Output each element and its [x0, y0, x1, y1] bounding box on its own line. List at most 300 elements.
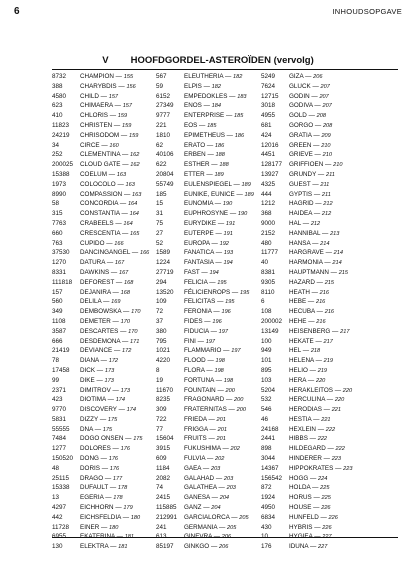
index-entry: [261, 180, 351, 190]
asteroid-name: CIRCE: [80, 141, 100, 149]
asteroid-name: GINEVRA: [184, 533, 212, 541]
index-column-3: [261, 72, 351, 552]
asteroid-name: HECUBA: [289, 308, 315, 316]
asteroid-name: GARCIALORCA: [184, 513, 230, 521]
entry-dash: —: [301, 347, 311, 355]
index-entry: [261, 405, 351, 415]
index-entry: [261, 170, 351, 180]
entry-dash: —: [201, 464, 211, 472]
entry-dash: —: [312, 190, 322, 198]
index-entry: [156, 434, 246, 444]
entry-dash: —: [316, 170, 326, 178]
index-entry: [156, 121, 246, 131]
entry-dash: —: [119, 131, 129, 139]
page-reference: 181: [118, 544, 128, 551]
asteroid-number: 8990: [52, 190, 67, 198]
asteroid-number: 103: [261, 376, 272, 384]
page-reference: 170: [131, 309, 141, 316]
asteroid-name: FANATICA: [184, 249, 214, 257]
asteroid-name: DORIS: [80, 464, 100, 472]
page-reference: 174: [115, 397, 126, 404]
asteroid-name: ERATO: [184, 141, 206, 149]
asteroid-number: 1212: [261, 200, 276, 208]
index-entry: [261, 376, 351, 386]
asteroid-name: HEISENBERG: [289, 327, 331, 335]
index-entry: [156, 464, 246, 474]
entry-dash: —: [113, 73, 124, 80]
page-reference: 195: [239, 289, 250, 296]
entry-dash: —: [314, 308, 325, 316]
asteroid-name: DONG: [80, 455, 99, 463]
asteroid-number: 55555: [52, 425, 70, 433]
asteroid-name: FRIEDA: [184, 415, 207, 423]
index-entry: [261, 493, 351, 503]
index-entry: [156, 346, 246, 356]
asteroid-name: HEHE: [289, 317, 307, 325]
page-reference: 163: [116, 171, 127, 178]
page-reference: 220: [334, 397, 345, 404]
entry-dash: —: [306, 112, 317, 120]
entry-dash: —: [112, 102, 123, 110]
asteroid-number: 4451: [261, 151, 276, 159]
entry-dash: —: [217, 523, 228, 531]
page-reference: 216: [324, 309, 335, 316]
asteroid-number: 4580: [52, 92, 67, 100]
page-reference: 216: [319, 289, 330, 296]
page-reference: 189: [214, 171, 224, 178]
index-entry: [261, 317, 351, 327]
entry-dash: —: [311, 141, 322, 149]
page-reference: 218: [310, 348, 321, 355]
index-entry: [261, 366, 351, 376]
index-entry: [52, 337, 140, 347]
asteroid-name: DICK: [80, 366, 96, 374]
index-entry: [156, 444, 246, 454]
page-reference: 188: [215, 152, 225, 159]
index-entry: [261, 337, 351, 347]
entry-dash: —: [209, 494, 220, 502]
entry-dash: —: [328, 268, 339, 276]
entry-dash: —: [98, 455, 109, 463]
index-entry: [156, 356, 246, 366]
index-entry: [52, 150, 140, 160]
entry-dash: —: [110, 317, 121, 325]
index-entry: [156, 454, 246, 464]
asteroid-name: FINI: [184, 337, 196, 345]
asteroid-name: DESDEMONA: [80, 337, 121, 345]
page-reference: 212: [310, 220, 321, 227]
page-reference: 166: [139, 250, 150, 257]
entry-dash: —: [116, 406, 127, 414]
asteroid-name: HAL: [289, 219, 302, 227]
entry-dash: —: [105, 259, 115, 267]
index-entry: [52, 425, 136, 435]
asteroid-name: HIBBS: [289, 435, 308, 443]
asteroid-name: EUNOMIA: [184, 200, 214, 208]
entry-dash: —: [228, 210, 238, 218]
entry-dash: —: [213, 249, 224, 257]
index-entry: [156, 209, 246, 219]
page-reference: 165: [130, 230, 140, 237]
entry-dash: —: [98, 415, 108, 423]
asteroid-name: HAIDEA: [289, 210, 313, 218]
entry-dash: —: [123, 435, 134, 443]
page-reference: 159: [117, 113, 128, 120]
asteroid-name: CRABEELS: [80, 219, 114, 227]
index-entry: [261, 444, 351, 454]
index-entry: [52, 121, 136, 131]
asteroid-name: HORUS: [289, 494, 312, 502]
page-reference: 164: [127, 201, 138, 208]
entry-dash: —: [205, 455, 216, 463]
asteroid-name: FELICIA: [184, 278, 208, 286]
index-entry: [52, 513, 141, 523]
page-reference: 203: [210, 465, 221, 472]
page-reference: 208: [322, 122, 333, 129]
asteroid-name: HERCULINA: [289, 396, 326, 404]
asteroid-number: 2082: [156, 474, 171, 482]
page-number: 6: [14, 6, 20, 17]
asteroid-number: 7624: [261, 82, 276, 90]
entry-dash: —: [325, 445, 336, 453]
asteroid-number: 59: [156, 82, 164, 90]
asteroid-name: HINDERER: [289, 455, 322, 463]
index-entry: [156, 170, 246, 180]
asteroid-number: 200002: [261, 317, 283, 325]
page-reference: 209: [321, 132, 331, 139]
page-reference: 222: [317, 436, 328, 443]
asteroid-name: HARMONIA: [289, 259, 323, 267]
asteroid-name: CONSTANTIA: [80, 210, 120, 218]
asteroid-number: 150520: [52, 455, 74, 463]
page-reference: 186: [234, 132, 245, 139]
index-entry: [261, 434, 351, 444]
asteroid-name: GERMANIA: [184, 523, 218, 531]
page-reference: 170: [128, 328, 138, 335]
page-reference: 200: [236, 407, 246, 414]
page-reference: 160: [109, 142, 119, 149]
index-entry: [156, 474, 246, 484]
asteroid-name: CHAMPION: [80, 73, 114, 80]
entry-dash: —: [313, 357, 324, 365]
asteroid-name: HERAKLEITOS: [289, 386, 333, 394]
entry-dash: —: [231, 180, 242, 188]
asteroid-name: HOLDA: [289, 484, 311, 492]
asteroid-number: 156542: [261, 474, 283, 482]
entry-dash: —: [308, 474, 319, 482]
asteroid-number: 111818: [52, 278, 73, 286]
asteroid-number: 62: [156, 141, 164, 149]
asteroid-name: CRESCENTIA: [80, 229, 121, 237]
asteroid-number: 8110: [261, 288, 275, 296]
entry-dash: —: [312, 151, 323, 159]
entry-dash: —: [323, 249, 334, 257]
asteroid-number: 6152: [156, 92, 171, 100]
asteroid-name: HELIO: [289, 366, 308, 374]
entry-dash: —: [120, 337, 131, 345]
asteroid-number: 949: [261, 347, 272, 355]
page-reference: 157: [108, 93, 119, 100]
index-entry: [261, 229, 351, 239]
asteroid-number: 27719: [156, 268, 174, 276]
index-entry: [52, 239, 136, 249]
asteroid-number: 241: [156, 523, 167, 531]
index-entry: [52, 82, 136, 92]
entry-dash: —: [116, 82, 127, 90]
asteroid-name: GODIVA: [289, 102, 313, 110]
page-reference: 197: [218, 328, 228, 335]
asteroid-number: 115885: [156, 504, 177, 512]
entry-dash: —: [105, 396, 116, 404]
asteroid-number: 9305: [261, 278, 276, 286]
asteroid-number: 898: [261, 445, 272, 453]
asteroid-number: 13927: [261, 170, 279, 178]
page-reference: 183: [237, 93, 247, 100]
asteroid-number: 31: [156, 210, 164, 218]
asteroid-name: ENOS: [184, 102, 202, 110]
asteroid-name: DRAGO: [80, 474, 104, 482]
page-reference: 162: [130, 162, 140, 169]
asteroid-number: 24219: [52, 131, 70, 139]
index-entry: [261, 92, 351, 102]
asteroid-number: 20804: [156, 170, 174, 178]
entry-dash: —: [312, 533, 323, 541]
page-reference: 178: [113, 495, 123, 502]
page-reference: 189: [241, 181, 251, 188]
index-entry: [261, 474, 351, 484]
asteroid-name: DIMITROV: [80, 386, 111, 394]
entry-dash: —: [320, 229, 331, 237]
entry-dash: —: [205, 141, 215, 149]
asteroid-number: 176: [261, 543, 272, 551]
index-entry: [261, 268, 351, 278]
index-entry: [156, 288, 250, 298]
page-reference: 191: [223, 230, 233, 237]
index-entry: [156, 141, 246, 151]
asteroid-number: 444: [261, 190, 272, 198]
entry-dash: —: [209, 543, 219, 551]
entry-dash: —: [98, 92, 109, 100]
asteroid-name: FELICITAS: [184, 298, 216, 306]
entry-dash: —: [207, 278, 218, 286]
asteroid-number: 13: [52, 494, 60, 502]
asteroid-number: 4950: [261, 504, 276, 512]
entry-dash: —: [99, 464, 110, 472]
asteroid-number: 48: [52, 464, 60, 472]
index-entry: [52, 307, 141, 317]
page-reference: 198: [223, 377, 234, 384]
index-entry: [52, 474, 136, 484]
asteroid-name: ELEUTHERIA: [184, 73, 224, 80]
asteroid-number: 7484: [52, 435, 67, 443]
asteroid-number: 9777: [156, 112, 171, 120]
entry-dash: —: [99, 523, 110, 531]
page-reference: 211: [325, 171, 335, 178]
page-reference: 194: [223, 260, 233, 267]
page-reference: 179: [123, 505, 133, 512]
asteroid-number: 6955: [52, 533, 67, 541]
asteroid-name: DISCOVERY: [80, 406, 117, 414]
asteroid-number: 4325: [261, 180, 276, 188]
asteroid-number: 1924: [261, 494, 276, 502]
index-entry: [52, 386, 136, 396]
page-reference: 197: [231, 348, 241, 355]
asteroid-name: CHILD: [80, 92, 99, 100]
page-reference: 211: [321, 191, 331, 198]
asteroid-name: GRIEVE: [289, 151, 313, 159]
asteroid-name: FANTASIA: [184, 259, 214, 267]
index-entry: [261, 483, 351, 493]
page-reference: 195: [225, 299, 235, 306]
asteroid-name: HANNIBAL: [289, 229, 321, 237]
page-reference: 223: [343, 465, 353, 472]
asteroid-number: 1277: [52, 445, 67, 453]
index-entry: [261, 464, 351, 474]
asteroid-name: FORTUNA: [184, 376, 214, 384]
page-reference: 173: [104, 377, 114, 384]
page-reference: 184: [211, 103, 221, 110]
entry-dash: —: [307, 366, 318, 374]
page-reference: 157: [122, 103, 133, 110]
index-entry: [156, 386, 246, 396]
asteroid-number: 8331: [52, 268, 67, 276]
page-reference: 215: [324, 279, 335, 286]
entry-dash: —: [118, 327, 129, 335]
page-reference: 227: [322, 534, 332, 541]
asteroid-name: GAEA: [184, 464, 202, 472]
index-entry: [261, 503, 351, 513]
page-reference: 200: [225, 387, 235, 394]
page-reference: 222: [335, 446, 345, 453]
entry-dash: —: [312, 523, 323, 531]
entry-dash: —: [213, 259, 224, 267]
entry-dash: —: [109, 268, 119, 276]
entry-dash: —: [120, 151, 131, 159]
entry-dash: —: [94, 376, 105, 384]
asteroid-number: 157: [52, 288, 63, 296]
asteroid-number: 15604: [156, 435, 174, 443]
page-reference: 225: [320, 485, 330, 492]
asteroid-number: 368: [261, 210, 272, 218]
entry-dash: —: [206, 435, 217, 443]
asteroid-number: 430: [261, 523, 272, 531]
entry-dash: —: [110, 445, 121, 453]
asteroid-number: 99: [52, 376, 60, 384]
asteroid-number: 560: [52, 298, 63, 306]
entry-dash: —: [215, 298, 226, 306]
index-entry: [261, 101, 351, 111]
page-reference: 167: [114, 260, 125, 267]
page-reference: 163: [132, 191, 142, 198]
asteroid-number: 410: [52, 112, 63, 120]
asteroid-name: CLEMENTINA: [80, 151, 121, 159]
page-reference: 168: [123, 279, 134, 286]
page-reference: 214: [332, 260, 342, 267]
entry-dash: —: [205, 151, 216, 159]
index-entry: [52, 523, 136, 533]
page-reference: 220: [315, 377, 326, 384]
page-reference: 200: [234, 397, 244, 404]
asteroid-number: 8235: [156, 396, 171, 404]
asteroid-number: 212991: [156, 513, 178, 521]
entry-dash: —: [224, 396, 235, 404]
asteroid-number: 200025: [52, 161, 74, 169]
asteroid-number: 872: [261, 484, 272, 492]
index-entry: [52, 72, 136, 82]
entry-dash: —: [332, 386, 343, 394]
index-entry: [261, 150, 351, 160]
entry-dash: —: [92, 425, 103, 433]
entry-dash: —: [211, 308, 222, 316]
page-reference: 226: [328, 514, 338, 521]
page-reference: 205: [227, 524, 237, 531]
asteroid-name: HEATH: [289, 288, 310, 296]
asteroid-number: 1108: [52, 317, 66, 325]
asteroid-number: 55749: [156, 180, 174, 188]
asteroid-number: 623: [52, 102, 63, 110]
entry-dash: —: [114, 533, 125, 541]
index-entry: [156, 278, 246, 288]
page-reference: 206: [221, 534, 232, 541]
page-reference: 206: [219, 544, 229, 551]
index-entry: [52, 101, 136, 111]
entry-dash: —: [118, 200, 128, 208]
entry-dash: —: [234, 190, 245, 198]
asteroid-number: 24168: [261, 425, 279, 433]
page-reference: 166: [114, 240, 124, 247]
entry-dash: —: [213, 200, 223, 208]
asteroid-name: HAGRID: [289, 200, 314, 208]
index-entry: [52, 288, 136, 298]
asteroid-number: 85197: [156, 543, 174, 551]
asteroid-name: FÉLICIENROPS: [184, 288, 231, 296]
page-reference: 189: [244, 191, 254, 198]
index-entry: [261, 160, 351, 170]
page-reference: 222: [325, 426, 336, 433]
asteroid-name: DIZZY: [80, 415, 99, 423]
asteroid-number: 11670: [156, 386, 174, 394]
index-entry: [156, 92, 246, 102]
index-entry: [261, 141, 351, 151]
entry-dash: —: [108, 112, 118, 120]
asteroid-name: FLORA: [184, 366, 205, 374]
page-reference: 167: [118, 269, 129, 276]
asteroid-name: GUEST: [289, 180, 311, 188]
asteroid-number: 315: [52, 210, 63, 218]
index-entry: [52, 395, 136, 405]
index-entry: [52, 483, 136, 493]
asteroid-number: 108: [261, 308, 272, 316]
entry-dash: —: [306, 317, 317, 325]
page-reference: 173: [120, 387, 130, 394]
page-reference: 182: [233, 74, 243, 80]
entry-dash: —: [325, 396, 335, 404]
index-entry: [156, 317, 246, 327]
page-reference: 159: [121, 122, 132, 129]
index-entry: [52, 297, 136, 307]
asteroid-name: GRUNDY: [289, 170, 317, 178]
page-reference: 217: [340, 328, 350, 335]
asteroid-number: 11728: [52, 523, 70, 531]
entry-dash: —: [110, 288, 121, 296]
index-entry: [156, 82, 246, 92]
entry-dash: —: [120, 161, 131, 169]
page-reference: 208: [316, 113, 326, 120]
page-reference: 206: [313, 74, 323, 80]
page-reference: 198: [214, 367, 224, 374]
page-reference: 214: [333, 250, 344, 257]
entry-dash: —: [333, 464, 344, 472]
